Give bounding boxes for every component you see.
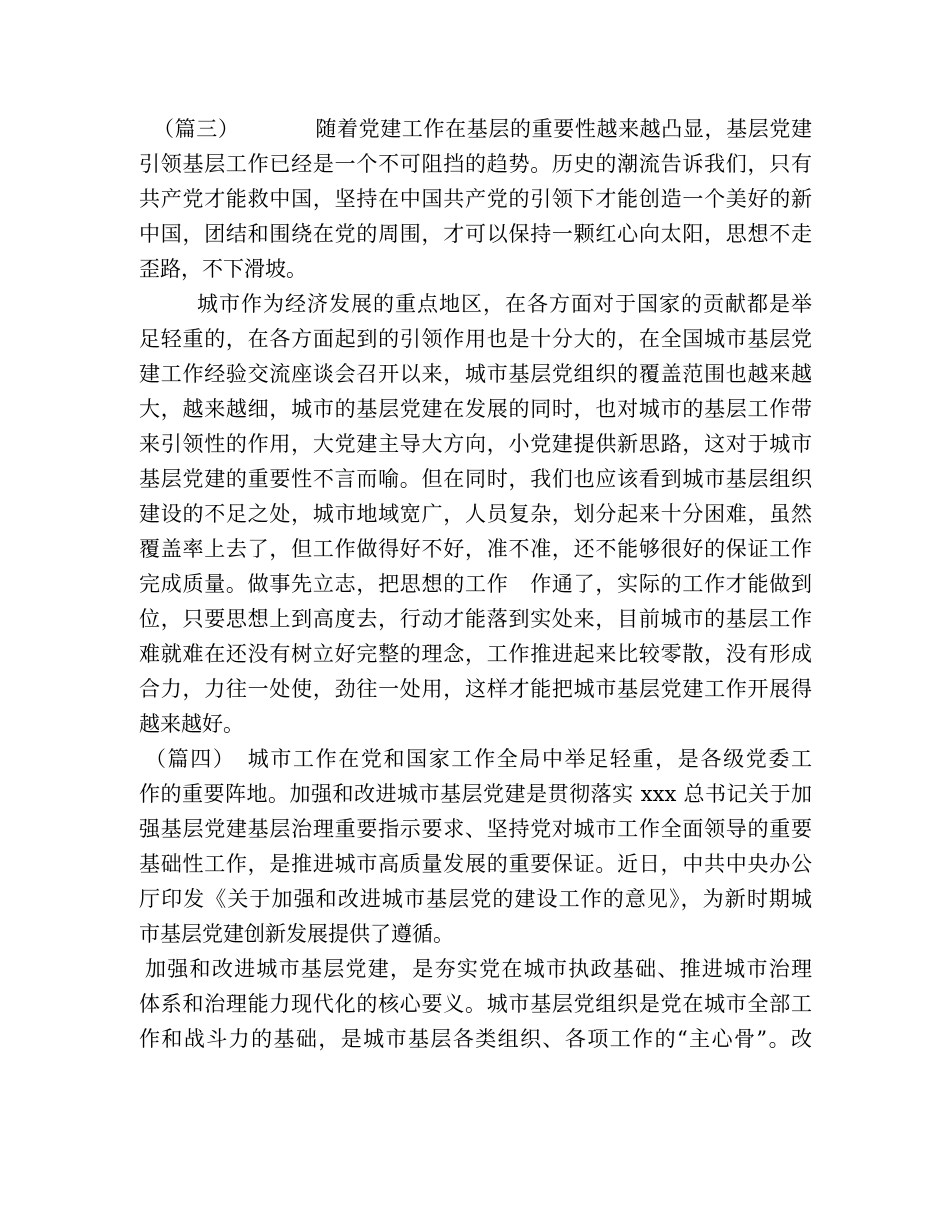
text-line: 基层党建的重要性不言而喻。但在同时，我们也应该看到城市基层组织 xyxy=(139,467,812,491)
text-line: 建设的不足之处，城市地域宽广，人员复杂，划分起来十分困难，虽然 xyxy=(139,502,812,526)
text-line: 完成质量。做事先立志，把思想的工作 作通了，实际的工作才能做到 xyxy=(139,572,812,596)
text-line: 城市作为经济发展的重点地区，在各方面对于国家的贡献都是举 xyxy=(153,292,812,316)
text-line: 大，越来越细，城市的基层党建在发展的同时，也对城市的基层工作带 xyxy=(139,397,812,421)
text-line: 歪路，不下滑坡。 xyxy=(139,257,307,281)
text-line: 覆盖率上去了，但工作做得好不好，准不准，还不能够很好的保证工作 xyxy=(139,537,812,561)
text-line: 强基层党建基层治理重要指示要求、坚持党对城市工作全面领导的重要 xyxy=(139,817,812,841)
text-line: 合力，力往一处使，劲往一处用，这样才能把城市基层党建工作开展得 xyxy=(139,677,812,701)
text-line: 厅印发《关于加强和改进城市基层党的建设工作的意见》，为新时期城 xyxy=(139,887,812,911)
text-line: 足轻重的，在各方面起到的引领作用也是十分大的，在全国城市基层党 xyxy=(139,327,812,351)
text-line: 位，只要思想上到高度去，行动才能落到实处来，目前城市的基层工作 xyxy=(139,607,812,631)
text-line: 建工作经验交流座谈会召开以来，城市基层党组织的覆盖范围也越来越 xyxy=(139,362,812,386)
body-text xyxy=(139,112,812,1057)
text-line: 共产党才能救中国，坚持在中国共产党的引领下才能创造一个美好的新 xyxy=(139,187,812,211)
text-line: 市基层党建创新发展提供了遵循。 xyxy=(139,922,454,946)
text-line: （篇三） 随着党建工作在基层的重要性越来越凸显，基层党建 xyxy=(153,117,812,141)
text-line: 作的重要阵地。加强和改进城市基层党建是贯彻落实 xxx 总书记关于加 xyxy=(139,782,812,806)
text-line: （篇四） 城市工作在党和国家工作全局中举足轻重，是各级党委工 xyxy=(145,747,812,771)
text-line: 难就难在还没有树立好完整的理念，工作推进起来比较零散，没有形成 xyxy=(139,642,812,666)
text-line: 来引领性的作用，大党建主导大方向，小党建提供新思路，这对于城市 xyxy=(139,432,812,456)
text-line: 作和战斗力的基础，是城市基层各类组织、各项工作的“主心骨”。改 xyxy=(139,1027,812,1051)
text-line: 中国，团结和围绕在党的周围，才可以保持一颗红心向太阳，思想不走 xyxy=(139,222,812,246)
text-line: 体系和治理能力现代化的核心要义。城市基层党组织是党在城市全部工 xyxy=(139,992,812,1016)
text-line: 基础性工作，是推进城市高质量发展的重要保证。近日，中共中央办公 xyxy=(139,852,812,876)
text-line: 加强和改进城市基层党建，是夯实党在城市执政基础、推进城市治理 xyxy=(145,957,812,981)
text-line: 引领基层工作已经是一个不可阻挡的趋势。历史的潮流告诉我们，只有 xyxy=(139,152,812,176)
text-line: 越来越好。 xyxy=(139,712,244,736)
